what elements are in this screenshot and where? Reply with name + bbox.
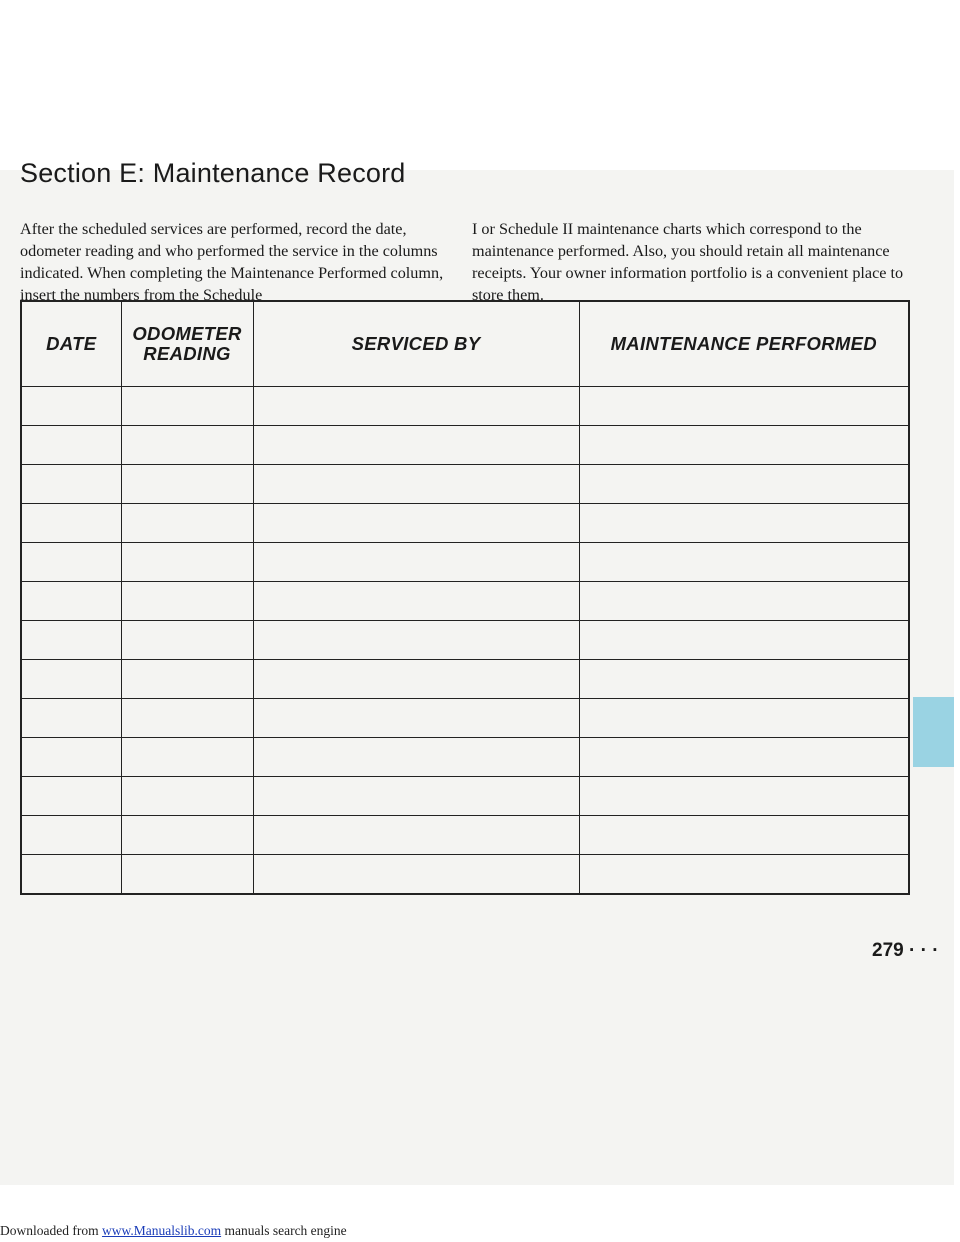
maintenance-cell[interactable] [579, 387, 909, 426]
serviced-by-cell[interactable] [253, 777, 579, 816]
table-row [21, 543, 909, 582]
footer-link[interactable]: www.Manualslib.com [101, 1223, 222, 1238]
maintenance-cell[interactable] [579, 465, 909, 504]
serviced-by-cell[interactable] [253, 465, 579, 504]
date-cell[interactable] [21, 387, 121, 426]
maintenance-cell[interactable] [579, 543, 909, 582]
odometer-cell[interactable] [121, 543, 253, 582]
intro-column-right [472, 218, 912, 306]
table-row [21, 387, 909, 426]
odometer-cell[interactable] [121, 699, 253, 738]
date-cell[interactable] [21, 621, 121, 660]
intro-text-right: I or Schedule II maintenance charts which correspond to the maintenance performed. Also, you should retain all maintenance receipts. Your owner information portfolio is a convenient place to store them. [472, 220, 904, 304]
header-odometer-reading [121, 301, 253, 387]
table-row [21, 426, 909, 465]
date-cell[interactable] [21, 816, 121, 855]
table-body [21, 387, 909, 895]
header-odometer-line1: ODOMETER [132, 323, 242, 344]
page-title: Section E: Maintenance Record [20, 158, 406, 188]
date-cell[interactable] [21, 543, 121, 582]
download-footer [0, 1223, 347, 1239]
table-row [21, 816, 909, 855]
serviced-by-cell[interactable] [253, 738, 579, 777]
table-row [21, 504, 909, 543]
maintenance-cell[interactable] [579, 582, 909, 621]
serviced-by-cell[interactable] [253, 816, 579, 855]
serviced-by-cell[interactable] [253, 855, 579, 895]
intro-column-left [20, 218, 460, 306]
odometer-cell[interactable] [121, 504, 253, 543]
serviced-by-cell[interactable] [253, 426, 579, 465]
intro-text-left: After the scheduled services are performed, record the date, odometer reading and who performed the service in the columns indicated. When completing the Maintenance Performed column, insert the numbers from the Schedule [20, 220, 444, 304]
table-row [21, 855, 909, 895]
header-maintenance-performed: MAINTENANCE PERFORMED [579, 301, 909, 387]
odometer-cell[interactable] [121, 777, 253, 816]
header-serviced-by: SERVICED BY [253, 301, 579, 387]
maintenance-cell[interactable] [579, 699, 909, 738]
table-row [21, 660, 909, 699]
odometer-cell[interactable] [121, 816, 253, 855]
date-cell[interactable] [21, 582, 121, 621]
header-date: DATE [21, 301, 121, 387]
header-odometer-line2: READING [143, 343, 231, 364]
serviced-by-cell[interactable] [253, 621, 579, 660]
table-row [21, 582, 909, 621]
table-header-row [21, 301, 909, 387]
serviced-by-cell[interactable] [253, 582, 579, 621]
maintenance-cell[interactable] [579, 777, 909, 816]
date-cell[interactable] [21, 504, 121, 543]
date-cell[interactable] [21, 699, 121, 738]
serviced-by-cell[interactable] [253, 660, 579, 699]
odometer-cell[interactable] [121, 387, 253, 426]
maintenance-cell[interactable] [579, 621, 909, 660]
serviced-by-cell[interactable] [253, 543, 579, 582]
maintenance-cell[interactable] [579, 660, 909, 699]
section-tab-marker [913, 697, 954, 767]
table-row [21, 465, 909, 504]
odometer-cell[interactable] [121, 855, 253, 895]
maintenance-cell[interactable] [579, 738, 909, 777]
maintenance-cell[interactable] [579, 816, 909, 855]
date-cell[interactable] [21, 855, 121, 895]
footer-suffix: manuals search engine [221, 1223, 347, 1238]
table-row [21, 738, 909, 777]
serviced-by-cell[interactable] [253, 699, 579, 738]
odometer-cell[interactable] [121, 426, 253, 465]
date-cell[interactable] [21, 738, 121, 777]
maintenance-record-table [20, 300, 910, 895]
serviced-by-cell[interactable] [253, 504, 579, 543]
odometer-cell[interactable] [121, 582, 253, 621]
table-row [21, 621, 909, 660]
table-row [21, 777, 909, 816]
date-cell[interactable] [21, 465, 121, 504]
table-row [21, 699, 909, 738]
maintenance-cell[interactable] [579, 855, 909, 895]
maintenance-cell[interactable] [579, 504, 909, 543]
odometer-cell[interactable] [121, 621, 253, 660]
odometer-cell[interactable] [121, 738, 253, 777]
page-number: 279 · · · [872, 940, 939, 961]
odometer-cell[interactable] [121, 465, 253, 504]
date-cell[interactable] [21, 660, 121, 699]
date-cell[interactable] [21, 777, 121, 816]
footer-prefix: Downloaded from [0, 1223, 102, 1238]
date-cell[interactable] [21, 426, 121, 465]
odometer-cell[interactable] [121, 660, 253, 699]
serviced-by-cell[interactable] [253, 387, 579, 426]
maintenance-cell[interactable] [579, 426, 909, 465]
